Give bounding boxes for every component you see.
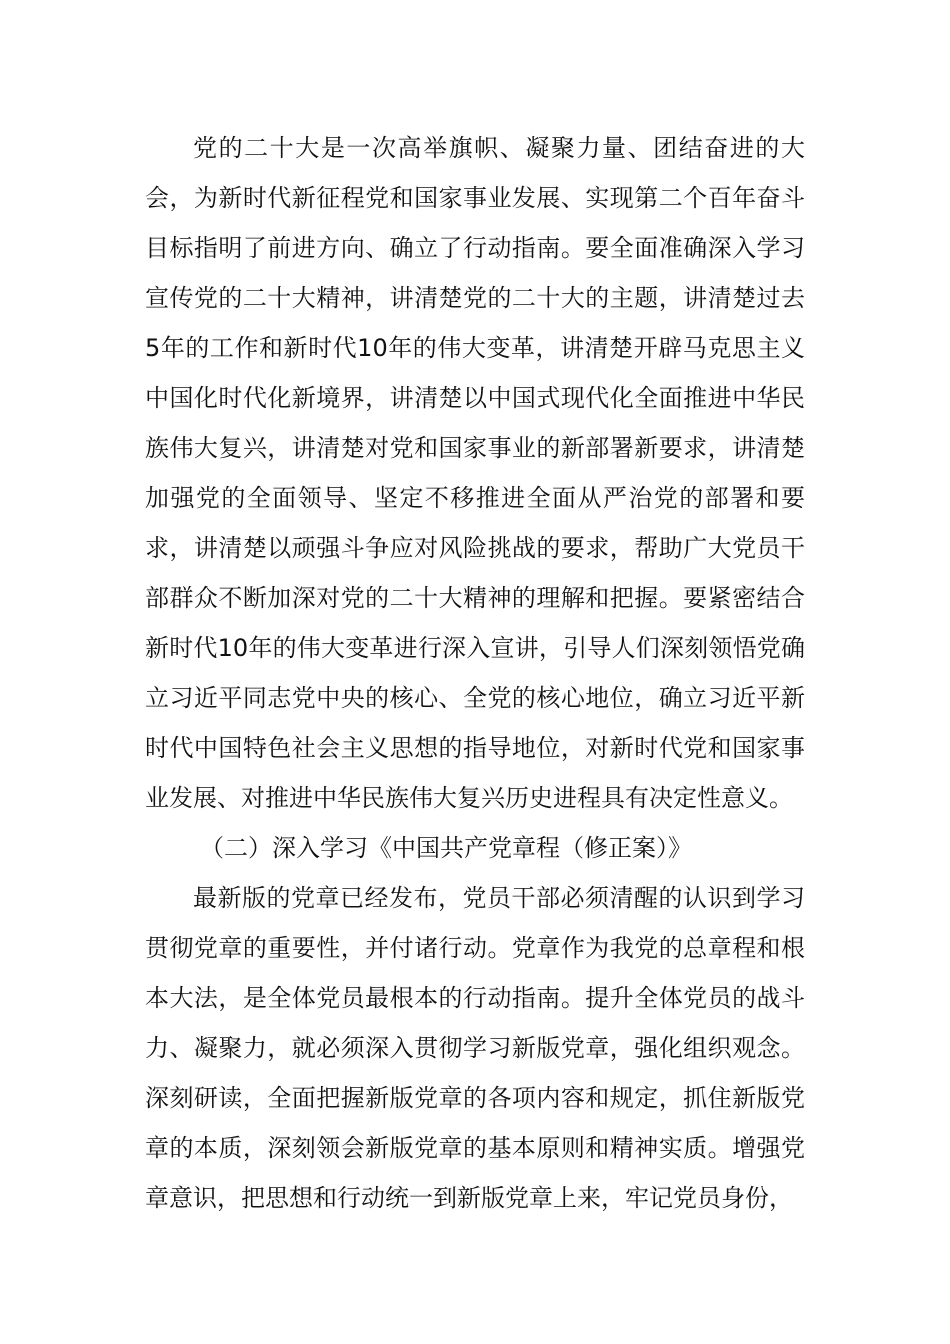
section-heading: （二）深入学习《中国共产党章程（修正案）》 bbox=[200, 834, 692, 862]
document-body bbox=[145, 123, 805, 1223]
paragraph-1: 党的二十大是一次高举旗帜、凝聚力量、团结奋进的大会，为新时代新征程党和国家事业发展、实现第二个百年奋斗目标指明了前进方向、确立了行动指南。要全面准确深入学习宣传党的二十大精神，讲清楚党的二十大的主题，讲清楚过去5年的工作和新时代10年的伟大变革，讲清楚开辟马克思主义中国化时代化新境界，讲清楚以中国式现代化全面推进中华民族伟大复兴，讲清楚对党和国家事业的新部署新要求，讲清楚加强党的全面领导、坚定不移推进全面从严治党的部署和要求，讲清楚以顽强斗争应对风险挑战的要求，帮助广大党员干部群众不断加深对党的二十大精神的理解和把握。要紧密结合新时代10年的伟大变革进行深入宣讲，引导人们深刻领悟党确立习近平同志党中央的核心、全党的核心地位，确立习近平新时代中国特色社会主义思想的指导地位，对新时代党和国家事业发展、对推进中华民族伟大复兴历史进程具有决定性意义。 bbox=[145, 134, 805, 812]
paragraph-2: 最新版的党章已经发布，党员干部必须清醒的认识到学习贯彻党章的重要性，并付诸行动。党章作为我党的总章程和根本大法，是全体党员最根本的行动指南。提升全体党员的战斗力、凝聚力，就必须深入贯彻学习新版党章，强化组织观念。深刻研读，全面把握新版党章的各项内容和规定，抓住新版党章的本质，深刻领会新版党章的基本原则和精神实质。增强党章意识，把思想和行动统一到新版党章上来，牢记党员身份， bbox=[145, 884, 805, 1212]
